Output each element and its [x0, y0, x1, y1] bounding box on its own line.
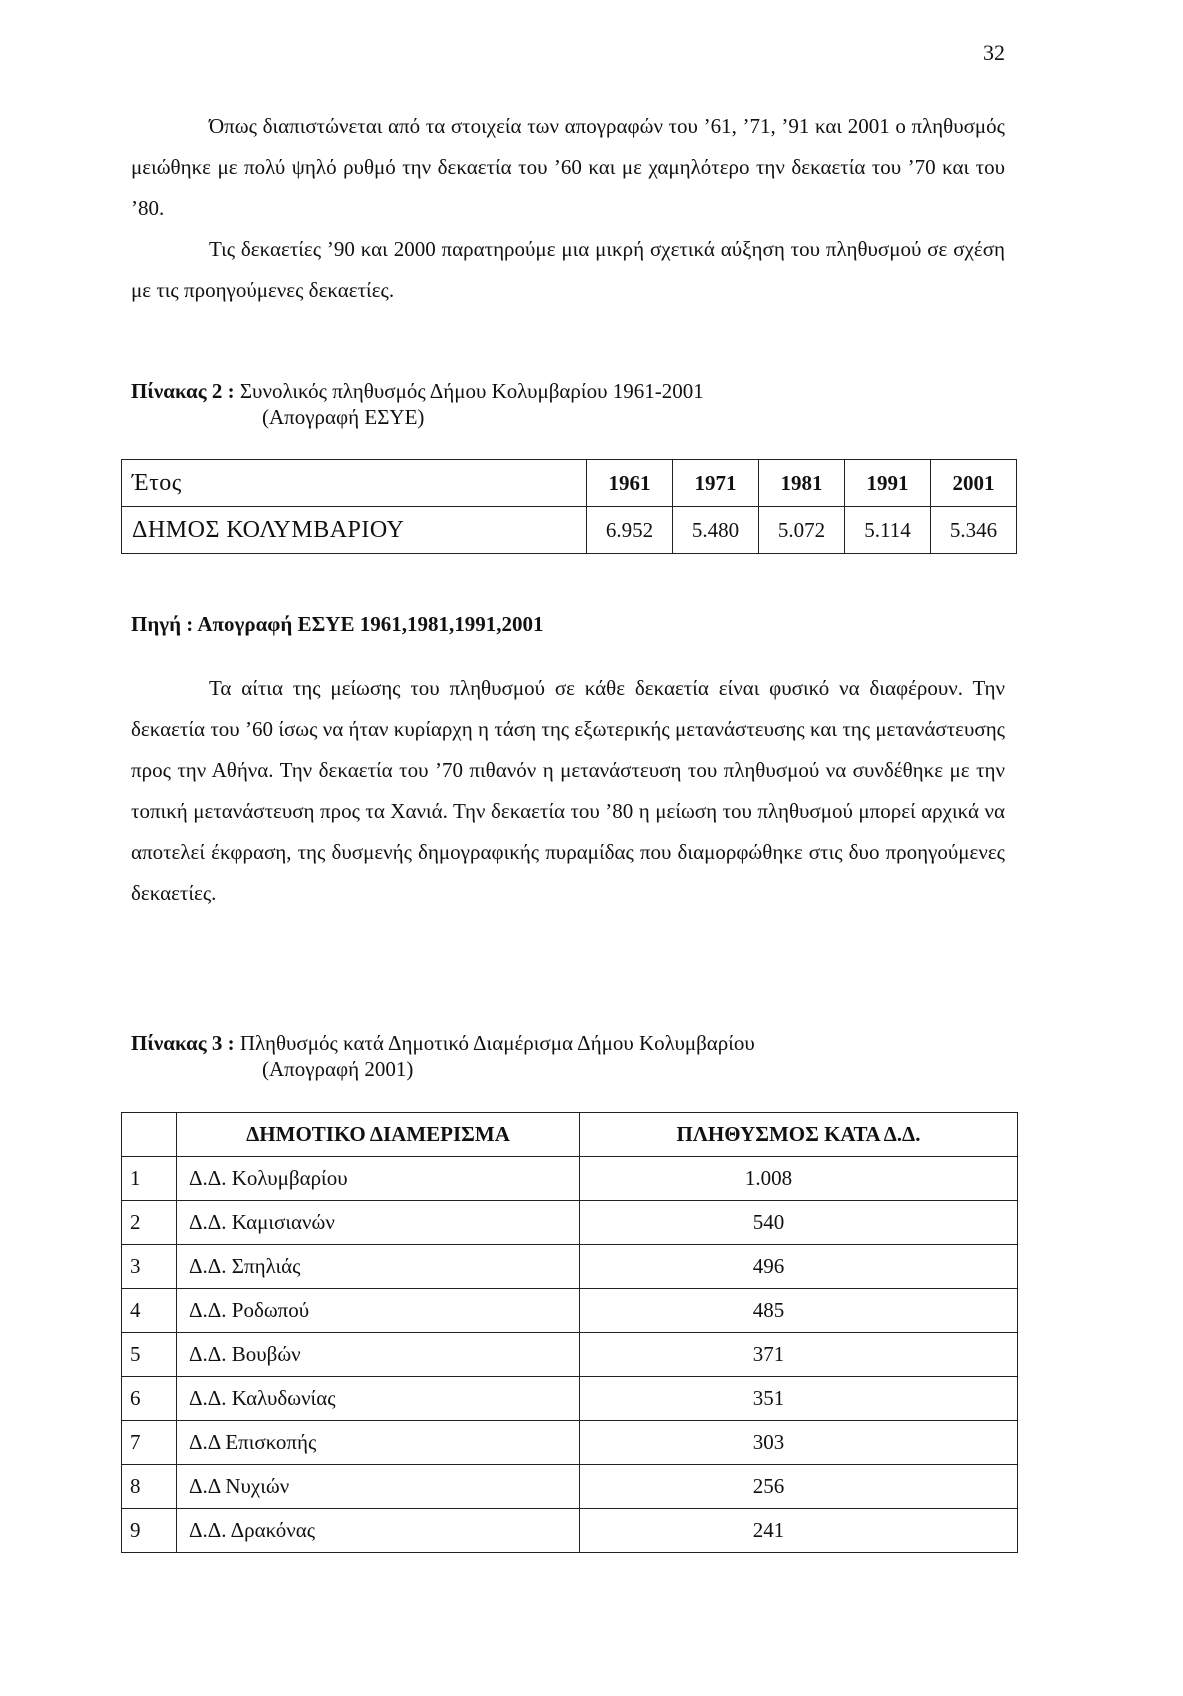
table2-caption — [131, 378, 704, 430]
population-value: 5.480 — [673, 507, 759, 554]
column-header — [122, 1113, 177, 1157]
row-number: 8 — [122, 1465, 177, 1509]
district-population: 351 — [580, 1377, 1018, 1421]
district-population-table — [121, 1112, 1018, 1553]
page-number: 32 — [983, 40, 1005, 65]
row-number: 4 — [122, 1289, 177, 1333]
row-number: 6 — [122, 1377, 177, 1421]
table-row — [122, 1157, 1018, 1201]
column-header: ΔΗΜΟΤΙΚΟ ΔΙΑΜΕΡΙΣΜΑ — [177, 1113, 580, 1157]
table-row — [122, 1289, 1018, 1333]
district-population: 1.008 — [580, 1157, 1018, 1201]
district-population: 485 — [580, 1289, 1018, 1333]
table3-caption-title: Πληθυσμός κατά Δημοτικό Διαμέρισμα Δήμου Κολυμβαρίου — [239, 1031, 755, 1055]
district-name: Δ.Δ. Ροδωπού — [177, 1289, 580, 1333]
district-name: Δ.Δ. Κολυμβαρίου — [177, 1157, 580, 1201]
district-name: Δ.Δ Επισκοπής — [177, 1421, 580, 1465]
body-paragraph: Τα αίτια της μείωσης του πληθυσμού σε κάθε δεκαετία είναι φυσικό να διαφέρουν. Την δεκαετία του ’60 ίσως να ήταν κυρίαρχη η τάση της εξωτερικής μετανάστευσης και της μετανάστευσης προς την Αθήνα. Την δεκαετία του ’70 πιθανόν η μετανάστευση του πληθυσμού να συνδέθηκε με την τοπική μετανάστευση προς τα Χανιά. Την δεκαετία του ’80 η μείωση του πληθυσμού μπορεί αρχικά να αποτελεί έκφραση, της δυσμενής δημογραφικής πυραμίδας που διαμορφώθηκε στις δυο προηγούμενες δεκαετίες. — [131, 676, 1005, 905]
year-header: Έτος — [122, 460, 587, 507]
district-population: 303 — [580, 1421, 1018, 1465]
district-population: 540 — [580, 1201, 1018, 1245]
row-number: 3 — [122, 1245, 177, 1289]
population-value: 5.072 — [759, 507, 845, 554]
district-name: Δ.Δ. Δρακόνας — [177, 1509, 580, 1553]
row-number: 5 — [122, 1333, 177, 1377]
population-value: 5.346 — [931, 507, 1017, 554]
table2-caption-label: Πίνακας 2 : — [131, 379, 235, 403]
year-cell: 1981 — [759, 460, 845, 507]
table-row — [122, 1201, 1018, 1245]
row-number: 2 — [122, 1201, 177, 1245]
district-name: Δ.Δ. Καμισιανών — [177, 1201, 580, 1245]
population-table — [121, 459, 1017, 554]
intro-paragraph-2: Τις δεκαετίες ’90 και 2000 παρατηρούμε μια μικρή σχετικά αύξηση του πληθυσμού σε σχέση με τις προηγούμενες δεκαετίες. — [131, 237, 1005, 302]
population-value: 6.952 — [587, 507, 673, 554]
table-row — [122, 460, 1017, 507]
table-row — [122, 1377, 1018, 1421]
source-note: Πηγή : Απογραφή ΕΣΥΕ 1961,1981,1991,2001 — [131, 612, 544, 636]
row-number: 1 — [122, 1157, 177, 1201]
table-row — [122, 1245, 1018, 1289]
table3-caption — [131, 1030, 755, 1082]
year-cell: 2001 — [931, 460, 1017, 507]
table-row — [122, 1421, 1018, 1465]
year-cell: 1971 — [673, 460, 759, 507]
table-row — [122, 507, 1017, 554]
year-cell: 1991 — [845, 460, 931, 507]
intro-paragraph-1: Όπως διαπιστώνεται από τα στοιχεία των απογραφών του ’61, ’71, ’91 και 2001 ο πληθυσμός μειώθηκε με πολύ ψηλό ρυθμό την δεκαετία του ’60 και με χαμηλότερο την δεκαετία του ’70 και του ’80. — [131, 114, 1005, 220]
district-population: 256 — [580, 1465, 1018, 1509]
district-name: Δ.Δ. Σπηλιάς — [177, 1245, 580, 1289]
district-name: Δ.Δ. Καλυδωνίας — [177, 1377, 580, 1421]
district-population: 241 — [580, 1509, 1018, 1553]
table-header-row — [122, 1113, 1018, 1157]
district-name: Δ.Δ. Βουβών — [177, 1333, 580, 1377]
district-population: 496 — [580, 1245, 1018, 1289]
population-value: 5.114 — [845, 507, 931, 554]
column-header: ΠΛΗΘΥΣΜΟΣ ΚΑΤΑ Δ.Δ. — [580, 1113, 1018, 1157]
year-cell: 1961 — [587, 460, 673, 507]
table-row — [122, 1465, 1018, 1509]
row-number: 9 — [122, 1509, 177, 1553]
district-population: 371 — [580, 1333, 1018, 1377]
table-row — [122, 1509, 1018, 1553]
district-name: Δ.Δ Νυχιών — [177, 1465, 580, 1509]
row-number: 7 — [122, 1421, 177, 1465]
municipality-label: ΔΗΜΟΣ ΚΟΛΥΜΒΑΡΙΟΥ — [122, 507, 587, 554]
table3-caption-sub: (Απογραφή 2001) — [262, 1057, 414, 1081]
table-row — [122, 1333, 1018, 1377]
table2-caption-title: Συνολικός πληθυσμός Δήμου Κολυμβαρίου 1961-2001 — [239, 379, 704, 403]
table2-caption-sub: (Απογραφή ΕΣΥΕ) — [262, 405, 425, 429]
table3-caption-label: Πίνακας 3 : — [131, 1031, 235, 1055]
